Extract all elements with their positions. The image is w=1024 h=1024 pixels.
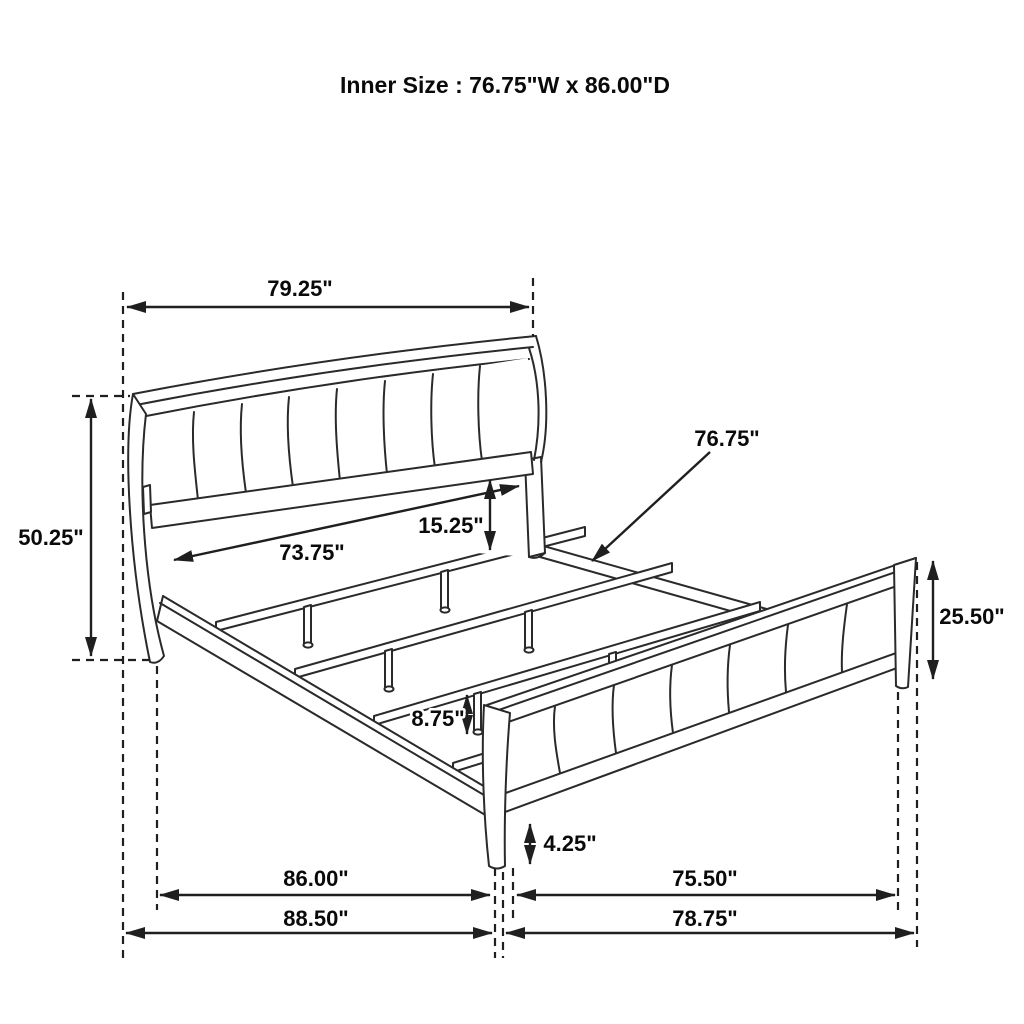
support-leg-foot (304, 642, 313, 647)
support-leg-foot (474, 729, 483, 734)
footboard-near-leg (483, 705, 510, 869)
support-leg (304, 605, 311, 645)
support-leg (441, 570, 448, 610)
near-rail-top-edge (163, 596, 492, 791)
dim-label-overall-depth: 88.50" (283, 906, 349, 931)
dim-leader-slat-length (592, 452, 710, 561)
support-leg (525, 610, 532, 650)
footboard-far-leg (894, 558, 916, 688)
dim-label-inner-depth: 86.00" (283, 866, 349, 891)
support-leg (385, 649, 392, 689)
support-leg-foot (385, 686, 394, 691)
dim-label-footboard-height: 25.50" (939, 604, 1005, 629)
dim-label-headboard-height: 50.25" (18, 525, 84, 550)
dim-label-slat-length: 76.75" (694, 426, 760, 451)
support-leg (474, 692, 481, 732)
dim-label-footboard-overall-width: 78.75" (672, 906, 738, 931)
support-leg-foot (525, 647, 534, 652)
dim-label-headboard-inner-width: 73.75" (279, 540, 345, 565)
dim-label-footboard-leg-height: 4.25" (543, 831, 597, 856)
rail-hook-bracket (143, 485, 151, 514)
dim-label-footboard-inner-width: 75.50" (672, 866, 738, 891)
dim-label-overall-width: 79.25" (267, 276, 333, 301)
support-leg-foot (441, 607, 450, 612)
diagram-title: Inner Size : 76.75"W x 86.00"D (340, 72, 670, 98)
dim-label-rail-gap: 15.25" (418, 513, 484, 538)
dim-label-support-leg-height: 8.75" (411, 706, 465, 731)
